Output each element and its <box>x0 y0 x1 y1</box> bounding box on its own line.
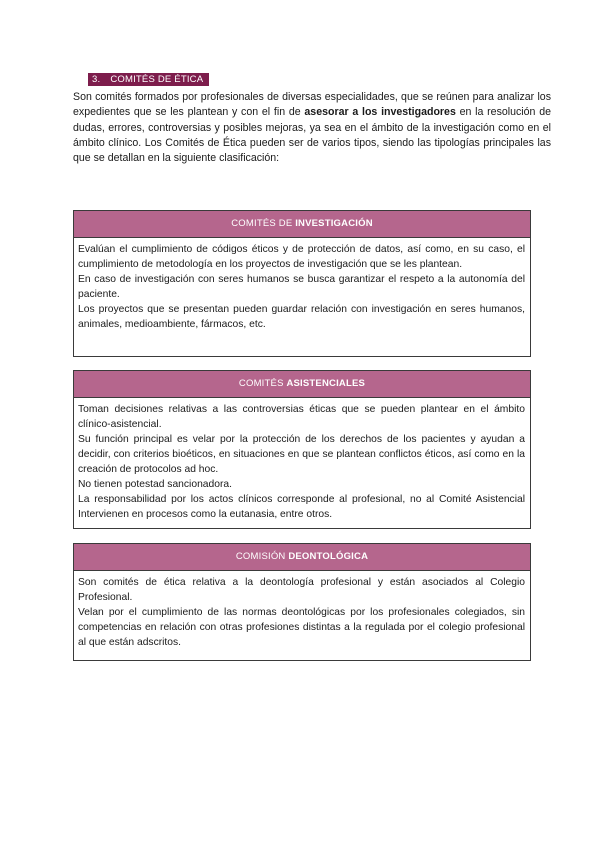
box-paragraph: Velan por el cumplimiento de las normas deontológicas por los profesionales colegiados, sin competencias en relación con otras profesiones distintas a la regulada por el colegio profesional al que están adscritos. <box>78 607 525 648</box>
box-header-bold: DEONTOLÓGICA <box>288 551 369 562</box>
section-heading <box>88 73 209 86</box>
box-comision-deontologica <box>73 543 531 661</box>
intro-text-bold: asesorar a los investigadores <box>304 106 456 119</box>
box-paragraph: Los proyectos que se presentan pueden guardar relación con investigación en seres humanos, animales, medioambiente, fármacos, etc. <box>78 304 525 330</box>
box-paragraph: Toman decisiones relativas a las controversias éticas que se pueden plantear en el ámbito clínico-asistencial. <box>78 404 525 430</box>
box-paragraph: Su función principal es velar por la protección de los derechos de los pacientes y ayudan a decidir, con criterios bioéticos, en situaciones en que se plantean conflictos éticos, así como en la creación de protocolos ad hoc. <box>78 434 525 475</box>
box-body <box>74 571 530 654</box>
box-header <box>74 544 530 571</box>
box-header <box>74 211 530 238</box>
box-comites-investigacion <box>73 210 531 357</box>
box-comites-asistenciales <box>73 370 531 529</box>
section-title: COMITÉS DE ÉTICA <box>110 74 204 85</box>
box-paragraph: La responsabilidad por los actos clínicos corresponde al profesional, no al Comité Asistencial Intervienen en procesos como la eutanasia, entre otros. <box>78 494 525 520</box>
box-paragraph: No tienen potestad sancionadora. <box>78 479 232 490</box>
box-header-bold: INVESTIGACIÓN <box>295 218 373 229</box>
intro-text-before: Son comités formados por profesionales de diversas especialidades, que se reúnen para analizar los expedientes que se les plantean y con el fin de <box>73 91 551 119</box>
box-header <box>74 371 530 398</box>
box-body <box>74 398 530 526</box>
box-paragraph: Son comités de ética relativa a la deontología profesional y están asociados al Colegio Profesional. <box>78 577 525 603</box>
box-paragraph: Evalúan el cumplimiento de códigos éticos y de protección de datos, así como, en su caso, el cumplimiento de metodología en los proyectos de investigación que se les plantean. <box>78 244 525 270</box>
intro-paragraph <box>73 90 551 166</box>
box-paragraph: En caso de investigación con seres humanos se busca garantizar el respeto a la autonomía del paciente. <box>78 274 525 300</box>
box-header-prefix: COMITÉS <box>238 378 287 389</box>
box-body <box>74 238 530 336</box>
box-header-prefix: COMISIÓN <box>235 551 289 562</box>
section-number: 3. <box>92 74 101 85</box>
intro-text-after: en la resolución de dudas, errores, controversias y posibles mejoras, ya sea en el ámbito de la investigación como en el ámbito clínico. Los Comités de Ética pueden ser de varios tipos, siendo las tipologías principales las que se detallan en la siguiente clasificación: <box>73 106 551 165</box>
box-header-bold: ASISTENCIALES <box>286 378 366 389</box>
box-header-prefix: COMITÉS DE <box>231 218 296 229</box>
